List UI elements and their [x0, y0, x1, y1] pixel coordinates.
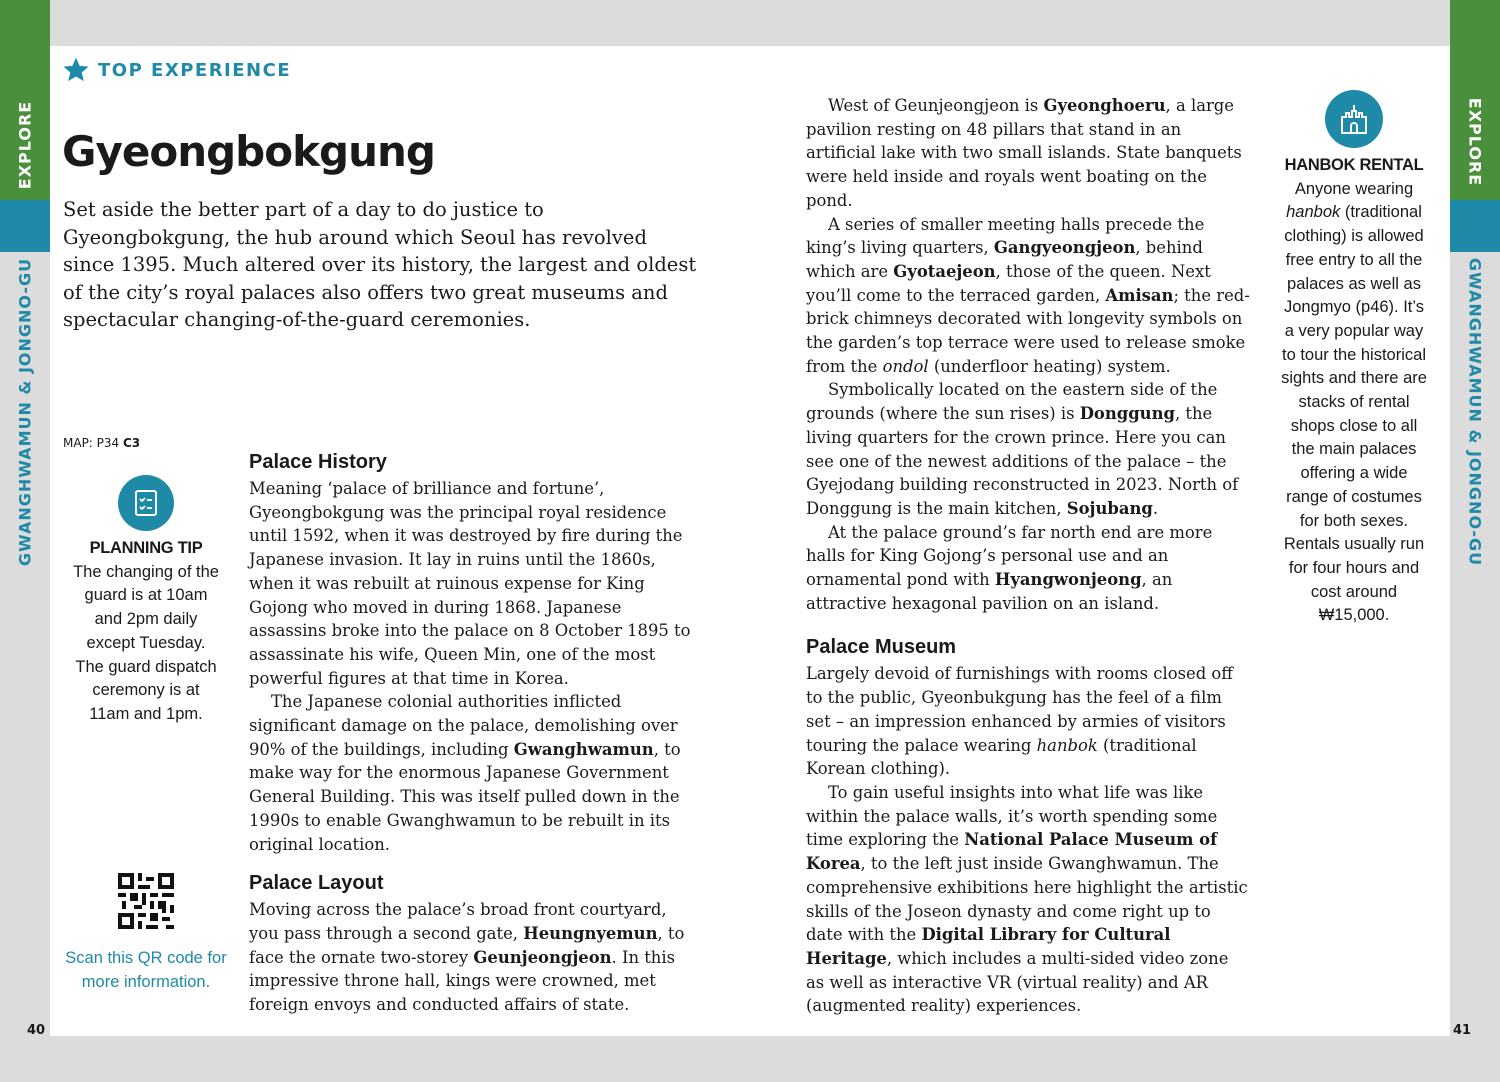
column-middle	[249, 447, 695, 1017]
right-paragraph-1: West of Geunjeongjeon is Gyeonghoeru, a large pavilion resting on 48 pillars that stand in an artificial lake with two small islands. State banquets were held inside and royals went boating on the pond.	[806, 96, 1242, 210]
qr-code-icon[interactable]	[118, 873, 174, 929]
hanbok-title: HANBOK RENTAL	[1284, 156, 1424, 174]
spine-section-label: EXPLORE	[15, 100, 35, 190]
planning-tip-box	[72, 475, 220, 727]
spine-area-label-right: GWANGHWAMUN & JONGNO-GU	[1465, 257, 1485, 567]
planning-tip-title: PLANNING TIP	[89, 539, 203, 557]
hanbok-rental-box	[1280, 90, 1428, 628]
star-icon	[62, 56, 90, 84]
history-paragraph-1: Meaning ‘palace of brilliance and fortune’, Gyeongbokgung was the principal royal residence until 1592, when it was destroyed by fire during the Japanese invasion. It lay in ruins until the 1860s, when it was rebuilt at ruinous expense for King Gojong who moved in during 1868. Japanese assassins broke into the palace on 8 October 1895 to assassinate his wife, Queen Min, one of the most powerful figures at that time in Korea.	[249, 479, 691, 688]
heading-palace-history: Palace History	[249, 451, 387, 473]
map-ref-label: MAP: P34	[63, 436, 120, 450]
museum-paragraph-1: Largely devoid of furnishings with rooms closed off to the public, Gyeonbukgung has the feel of a film set – an impression enhanced by armies of visitors touring the palace wearing hanbok (traditional Korean clothing).	[806, 664, 1233, 779]
heading-palace-museum: Palace Museum	[806, 636, 957, 659]
column-right	[806, 94, 1251, 1018]
history-paragraph-2: The Japanese colonial authorities inflicted significant damage on the palace, demolishing over 90% of the buildings, including Gwanghwamun, to make way for the enormous Japanese Government General Building. This was itself pulled down in the 1990s to enable Gwanghwamun to be rebuilt in its original location.	[249, 692, 681, 854]
right-paragraph-3: Symbolically located on the eastern side of the grounds (where the sun rises) is Donggung, the living quarters for the crown prince. Here you can see one of the newest additions of the palace – the Gyejodang building reconstructed in 2023. North of Donggung is the main kitchen, Sojubang.	[806, 380, 1239, 518]
map-ref-grid: C3	[123, 436, 141, 450]
top-experience-kicker	[62, 56, 291, 84]
page-number-right: 41	[1453, 1023, 1472, 1038]
heading-palace-layout: Palace Layout	[249, 872, 384, 895]
page-title: Gyeongbokgung	[62, 127, 435, 176]
right-paragraph-4: At the palace ground’s far north end are more halls for King Gojong’s personal use and an ornamental pond with Hyangwonjeong, an attractive hexagonal pavilion on an island.	[806, 522, 1213, 613]
layout-paragraph-1: Moving across the palace’s broad front courtyard, you pass through a second gate, Heungnyemun, to face the ornate two-storey Geunjeongjeon. In this impressive throne hall, kings were crowned, met foreign envoys and conducted affairs of state.	[249, 900, 685, 1015]
museum-paragraph-2: To gain useful insights into what life was like within the palace walls, it’s worth spending some time exploring the National Palace Museum of Korea, to the left just inside Gwanghwamun. The comprehensive exhibitions here highlight the artistic skills of the Joseon dynasty and come right up to date with the Digital Library for Cultural Heritage, which includes a multi-sided video zone as well as interactive VR (virtual reality) and AR (augmented reality) experiences.	[806, 782, 1248, 1016]
hanbok-text: Anyone wearing hanbok (traditional clothing) is allowed free entry to all the palaces as well as Jongmyo (p46). It’s a very popular way to tour the historical sights and there are stacks of rental shops close to all the main palaces offering a wide range of costumes for both sexes. Rentals usually run for four hours and cost around ₩15,000.	[1281, 179, 1427, 625]
palace-icon	[1325, 90, 1383, 148]
spine-section-label-right: EXPLORE	[1465, 97, 1485, 187]
qr-caption: Scan this QR code for more information.	[65, 949, 227, 991]
kicker-text: TOP EXPERIENCE	[98, 59, 292, 81]
intro-paragraph: Set aside the better part of a day to do justice to Gyeongbokgung, the hub around which Seoul has revolved since 1395. Much altered over its history, the largest and oldest of the city’s royal palaces also offers two great museums and spectacular changing-of-the-guard ceremonies.	[63, 198, 697, 332]
right-paragraph-2: A series of smaller meeting halls precede the king’s living quarters, Gangyeongjeon, behind which are Gyotaejeon, those of the queen. Next you’ll come to the terraced garden, Amisan; the red-brick chimneys decorated with longevity symbols on the garden’s top terrace were used to release smoke from the ondol (underfloor heating) system.	[806, 214, 1250, 376]
spine-area-label: GWANGHWAMUN & JONGNO-GU	[15, 257, 35, 567]
right-spine	[1450, 0, 1500, 1082]
page-number-left: 40	[27, 1023, 46, 1038]
map-reference	[63, 436, 140, 450]
left-spine	[0, 0, 50, 1082]
checklist-icon	[118, 475, 174, 531]
planning-tip-text: The changing of the guard is at 10am and 2pm daily except Tuesday. The guard dispatch ceremony is at 11am and 1pm.	[73, 562, 219, 723]
